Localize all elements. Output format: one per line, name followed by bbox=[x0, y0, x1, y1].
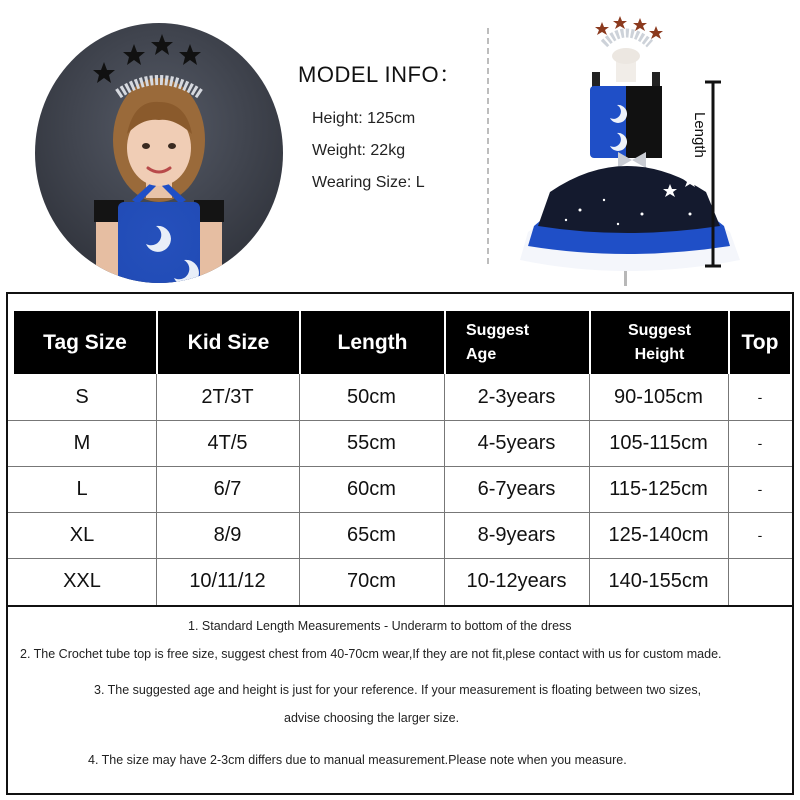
cell-suggest-age: 4-5years bbox=[477, 431, 556, 454]
size-chart-table bbox=[6, 292, 794, 607]
cell-top: - bbox=[757, 389, 763, 405]
header-suggest-age bbox=[446, 311, 589, 374]
cell-suggest-height: 105-115cm bbox=[609, 431, 708, 454]
product-header bbox=[0, 0, 800, 290]
section-divider bbox=[487, 28, 489, 264]
header-kid-size: Kid Size bbox=[158, 311, 299, 374]
model-weight: Weight: 22kg bbox=[312, 142, 406, 159]
cell-length: 50cm bbox=[347, 385, 396, 408]
cell-length: 60cm bbox=[347, 477, 396, 500]
cell-suggest-height: 115-125cm bbox=[609, 477, 708, 500]
cell-kid-size: 6/7 bbox=[213, 477, 242, 500]
cell-tag-size: L bbox=[76, 477, 88, 500]
header-suggest-height bbox=[591, 311, 728, 374]
model-photo bbox=[34, 22, 284, 284]
note-1: 1. Standard Length Measurements - Underarm to bottom of the dress bbox=[188, 619, 572, 633]
note-2: 2. The Crochet tube top is free size, suggest chest from 40-70cm wear,If they are not fit,plese contact with us for custom made. bbox=[20, 647, 722, 661]
cell-kid-size: 2T/3T bbox=[201, 385, 254, 408]
cell-suggest-age: 8-9years bbox=[477, 523, 556, 546]
header-length: Length bbox=[301, 311, 444, 374]
header-top: Top bbox=[730, 311, 790, 374]
model-height: Height: 125cm bbox=[312, 110, 416, 127]
cell-suggest-age: 10-12years bbox=[466, 570, 567, 592]
cell-tag-size: XXL bbox=[63, 570, 101, 592]
cell-tag-size: XL bbox=[69, 523, 95, 546]
size-notes bbox=[6, 607, 794, 795]
cell-suggest-age: 2-3years bbox=[477, 385, 556, 408]
length-label: Length bbox=[691, 112, 708, 158]
model-info-title: MODEL INFO： bbox=[298, 62, 462, 87]
note-3-line1: 3. The suggested age and height is just for your reference. If your measurement is floating between two sizes, bbox=[94, 683, 702, 697]
cell-top bbox=[728, 558, 792, 605]
cell-length: 70cm bbox=[347, 570, 396, 592]
cell-top: - bbox=[757, 435, 763, 451]
header-suggest-height-line1: Suggest bbox=[627, 321, 692, 339]
cell-tag-size: M bbox=[73, 431, 91, 454]
header-suggest-age-line2: Age bbox=[466, 345, 497, 363]
cell-kid-size: 4T/5 bbox=[207, 431, 248, 454]
cell-length: 55cm bbox=[347, 431, 396, 454]
cell-kid-size: 8/9 bbox=[213, 523, 242, 546]
cell-length: 65cm bbox=[347, 523, 396, 546]
dress-photo bbox=[520, 14, 760, 286]
header-suggest-height-line2: Height bbox=[634, 345, 685, 363]
note-4: 4. The size may have 2-3cm differs due to manual measurement.Please note when you measure. bbox=[88, 753, 627, 767]
cell-suggest-height: 125-140cm bbox=[608, 523, 709, 546]
note-3-line2: advise choosing the larger size. bbox=[284, 711, 460, 725]
cell-tag-size: S bbox=[75, 385, 89, 408]
cell-suggest-height: 90-105cm bbox=[614, 385, 703, 408]
cell-kid-size: 10/11/12 bbox=[189, 570, 266, 592]
model-wearing-size: Wearing Size: L bbox=[312, 174, 425, 191]
model-info bbox=[298, 58, 488, 199]
cell-top: - bbox=[757, 481, 763, 497]
cell-suggest-height: 140-155cm bbox=[608, 570, 709, 592]
header-tag-size: Tag Size bbox=[14, 311, 156, 374]
cell-suggest-age: 6-7years bbox=[477, 477, 556, 500]
cell-top: - bbox=[757, 527, 763, 543]
header-suggest-age-line1: Suggest bbox=[466, 321, 530, 339]
